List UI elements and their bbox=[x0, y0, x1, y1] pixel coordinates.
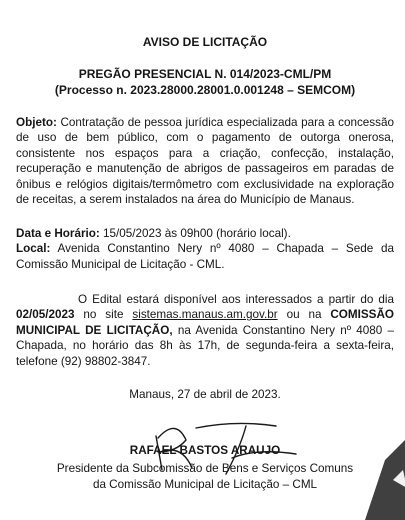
place-date: Manaus, 27 de abril de 2023. bbox=[129, 388, 281, 401]
local-text: Avenida Constantino Nery nº 4080 – Chapada – Sede da Comissão Municipal de Licitação - CML. bbox=[16, 242, 394, 271]
date-line bbox=[16, 226, 394, 241]
edital-or-text: ou na bbox=[277, 308, 331, 322]
notice-subtitle bbox=[16, 67, 394, 98]
commission-name: COMISSÃO MUNICIPAL DE LICITAÇÃO, bbox=[16, 308, 394, 337]
edital-date: 02/05/2023 bbox=[16, 308, 75, 322]
notice-title: AVISO DE LICITAÇÃO bbox=[142, 35, 268, 49]
objeto-paragraph bbox=[16, 115, 394, 207]
schedule-paragraph bbox=[16, 226, 394, 272]
signatory-name: RAFAEL BASTOS ARAUJO bbox=[129, 444, 281, 457]
signatory-role-line-1: Presidente da Subcomissão de Bens e Serviços Comuns bbox=[56, 462, 354, 475]
edital-site-text: no site bbox=[74, 308, 133, 322]
date-label: Data e Horário: bbox=[16, 227, 100, 240]
page-corner-shadow bbox=[355, 440, 405, 520]
date-text: 15/05/2023 às 09h00 (horário local). bbox=[99, 227, 291, 240]
objeto-label: Objeto: bbox=[16, 116, 57, 129]
edital-rest: na Avenida Constantino Nery nº 4080 – Chapada, no horário das 8h às 17h, de segunda-feira a sexta-feira, telefone (92) 98802-3847. bbox=[16, 323, 394, 368]
subtitle-line-1: PREGÃO PRESENCIAL N. 014/2023-CML/PM bbox=[78, 67, 332, 81]
objeto-text: Contratação de pessoa jurídica especializada para a concessão de uso de bem público, com o pagamento de outorga onerosa, consistente nos espaços para a criação, confecção, instalação, recuperação e manutenção de abrigos de passageiros em paradas de ônibus e relógios digitais/termômetro com exclusividade na exploração de receitas, a serem instalados na área do Município de Manaus. bbox=[16, 116, 394, 207]
edital-intro: O Edital estará disponível aos interessados a partir do dia bbox=[78, 293, 394, 306]
local-label: Local: bbox=[16, 242, 51, 256]
site-link[interactable]: sistemas.manaus.am.gov.br bbox=[132, 308, 278, 322]
edital-paragraph bbox=[16, 292, 394, 369]
subtitle-line-2: (Processo n. 2023.28000.28001.0.001248 – SEMCOM) bbox=[54, 82, 356, 97]
local-line bbox=[16, 241, 394, 272]
signatory-role-line-2: da Comissão Municipal de Licitação – CML bbox=[92, 478, 318, 491]
